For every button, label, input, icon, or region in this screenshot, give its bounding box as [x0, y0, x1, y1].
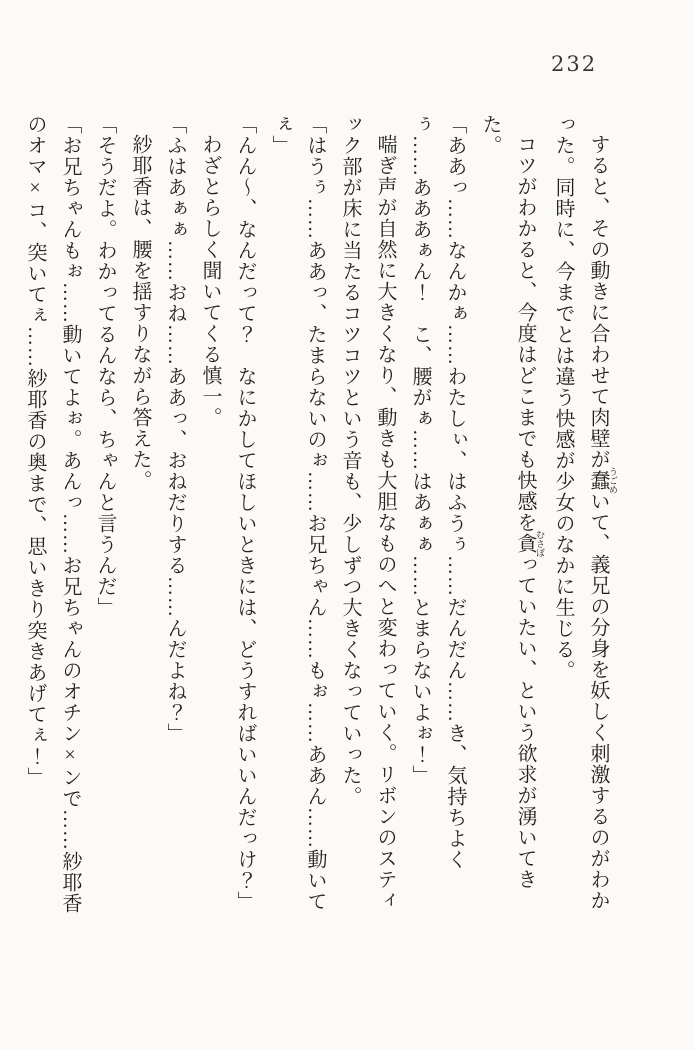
- text-block: [17, 114, 618, 914]
- dialogue-paragraph: 「ふはあぁぁ……おね……ああっ、おねだりする……んだよね？」: [164, 114, 186, 744]
- dialogue-paragraph: 「はうぅ……ああっ、たまらないのぉ……お兄ちゃん……もぉ……ああん……動いてぇ」: [269, 114, 326, 912]
- narration-paragraph: 喘ぎ声が自然に大きくなり、動きも大胆なものへと変わっていく。リボンのスティック部が床に当たるコツコツという音も、少しずつ大きくなっていった。: [339, 114, 396, 911]
- dialogue-paragraph: 「ああっ……なんかぁ……わたしぃ、はふうぅ……だんだん……き、気持ちよくぅ……あああぁん！ こ、腰がぁ……はあぁぁ……とまらないよぉ！」: [409, 114, 466, 870]
- dialogue-paragraph: 「んん〜、なんだって？ なにかしてほしいときには、どうすればいいんだっけ？」: [234, 114, 256, 912]
- furigana-ruby: 蠢 うごめ: [587, 467, 618, 494]
- dialogue-paragraph: 「お兄ちゃんもぉ……動いてよぉ。あんっ……お兄ちゃんのオチン×ンで……紗耶香のオマ×コ、突いてぇ……紗耶香の奥まで、思いきり突きあげてぇ！」: [24, 114, 81, 914]
- narration-paragraph: コツがわかると、今度はどこまでも快感を貪 むさぼっていたい、という欲求が湧いてきた。: [479, 114, 545, 890]
- narration-paragraph: すると、その動きに合わせて肉壁が蠢 うごめいて、義兄の分身を妖しく刺激するのがわかった。同時に、今までとは違う快感が少女のなかに生じる。: [552, 114, 618, 911]
- dialogue-paragraph: 「そうだよ。わかってるんなら、ちゃんと言うんだ」: [94, 114, 116, 618]
- narration-paragraph: わざとらしく聞いてくる慎一。: [199, 134, 221, 428]
- narration-paragraph: 紗耶香は、腰を揺すりながら答えた。: [129, 134, 151, 491]
- page-number: 232: [551, 52, 598, 76]
- furigana-ruby: 貪 むさぼ: [514, 530, 545, 557]
